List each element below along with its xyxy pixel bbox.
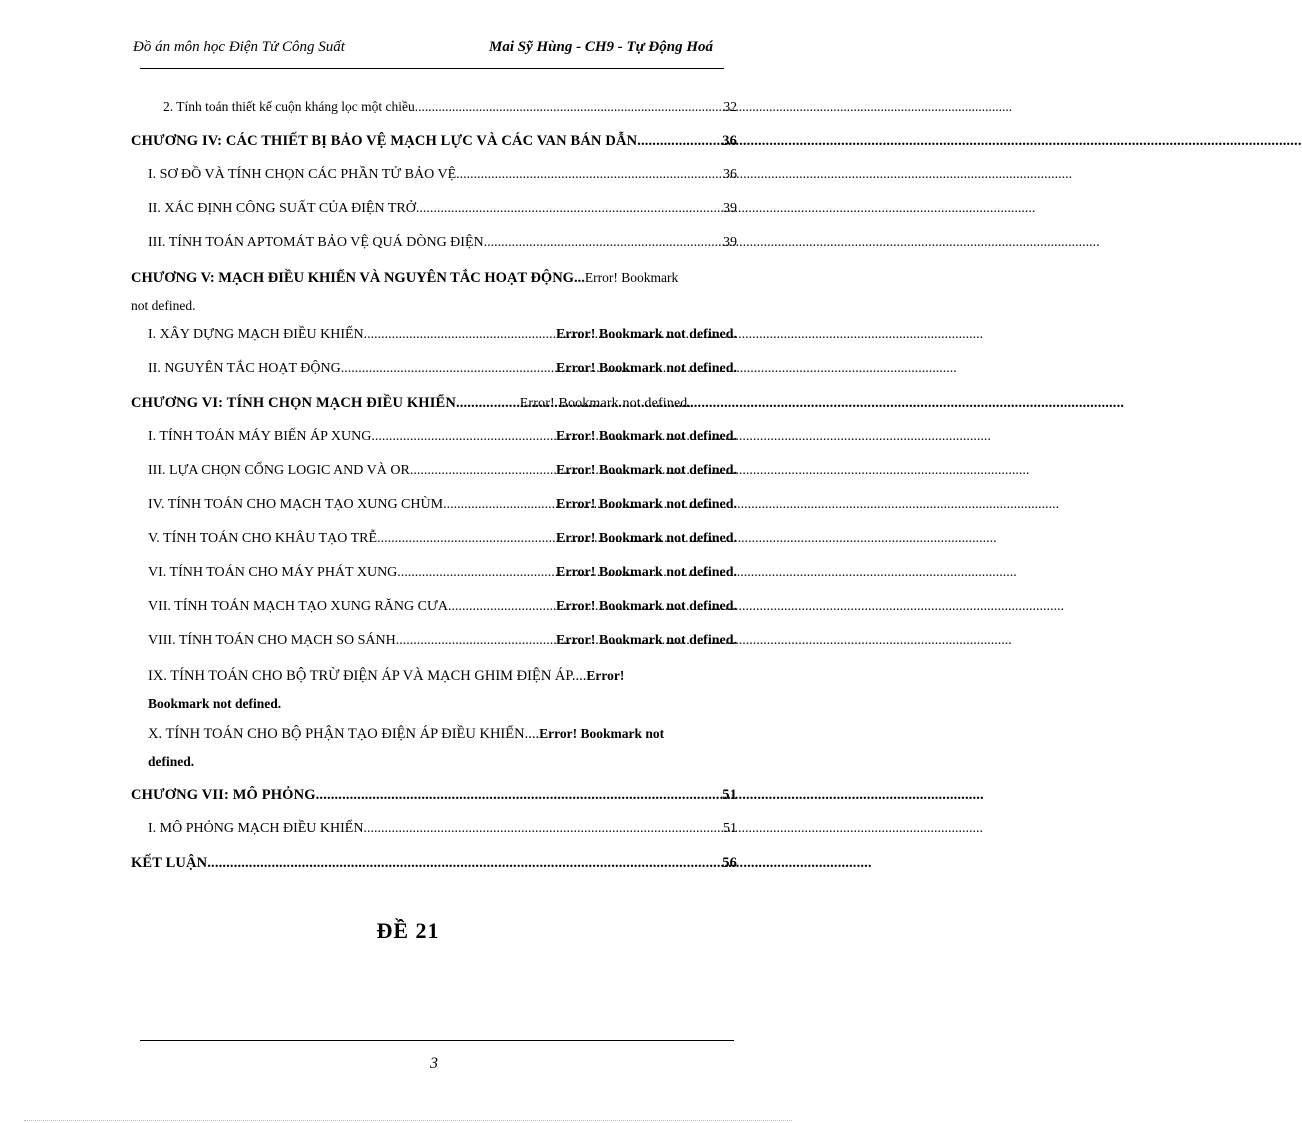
footer-rule — [140, 1040, 734, 1041]
toc-leader: .... — [571, 668, 587, 684]
toc-entry[interactable] — [131, 424, 737, 458]
toc-page: 39 — [723, 201, 737, 216]
toc-error: Error! Bookmark not defined. — [556, 429, 737, 444]
toc-entry-text: I. TÍNH TOÁN MÁY BIẾN ÁP XUNG. — [148, 429, 375, 444]
toc-entry-text: VIII. TÍNH TOÁN CHO MẠCH SO SÁNH — [148, 633, 396, 648]
toc-chapter[interactable] — [131, 782, 737, 816]
toc-entry-text: I. MÔ PHỎNG MẠCH ĐIỀU KHIỂN. — [148, 821, 367, 836]
toc-entry-text: VII. TÍNH TOÁN MẠCH TẠO XUNG RĂNG CƯA — [148, 599, 448, 614]
toc-entry-text: V. TÍNH TOÁN CHO KHÂU TẠO TRỄ. — [148, 531, 381, 546]
toc-leader — [396, 628, 556, 654]
toc-entry-text: III. LỰA CHỌN CỔNG LOGIC AND VÀ OR. — [148, 463, 414, 478]
toc-chapter[interactable] — [131, 850, 737, 884]
toc-entry[interactable] — [131, 720, 737, 782]
toc-entry-text: X. TÍNH TOÁN CHO BỘ PHẬN TẠO ĐIỆN ÁP ĐIỀU KHIỂN — [148, 726, 525, 742]
toc-page: 36 — [723, 167, 737, 182]
toc-error: Error! — [586, 668, 625, 683]
toc-error: Error! Bookmark — [584, 270, 679, 285]
toc-leader — [401, 560, 556, 586]
toc-leader: .... — [524, 726, 540, 742]
toc-entry-text: CHƯƠNG IV: CÁC THIẾT BỊ BẢO VỆ MẠCH LỰC VÀ CÁC VAN BÁN DẪN — [131, 133, 638, 149]
toc-page: 56 — [722, 855, 737, 871]
toc-page: 36 — [722, 133, 737, 149]
toc-entry-text: VI. TÍNH TOÁN CHO MÁY PHÁT XUNG. — [148, 565, 401, 580]
toc-entry[interactable] — [131, 162, 737, 196]
toc-entry[interactable] — [131, 356, 737, 390]
toc-entry[interactable] — [131, 560, 737, 594]
toc-page: 51 — [723, 821, 737, 836]
toc-leader — [448, 594, 556, 620]
toc-leader — [319, 782, 722, 808]
toc-page: 51 — [722, 787, 737, 803]
toc-entry[interactable] — [131, 492, 737, 526]
toc-leader — [637, 128, 722, 154]
toc-leader — [443, 492, 556, 518]
page-number: 3 — [430, 1055, 438, 1072]
toc-leader: ... — [573, 270, 585, 286]
toc-page: 32 — [723, 99, 737, 114]
toc-entry[interactable] — [131, 458, 737, 492]
header-title: Đồ án môn học Điện Tử Công Suất — [133, 39, 345, 55]
toc-entry[interactable] — [131, 594, 737, 628]
toc-leader — [460, 390, 520, 416]
toc-leader — [367, 322, 556, 348]
toc-leader — [207, 850, 722, 876]
toc-entry-text: IX. TÍNH TOÁN CHO BỘ TRỪ ĐIỆN ÁP VÀ MẠCH GHIM ĐIỆN ÁP — [148, 668, 572, 684]
toc-error-continued: not defined. — [131, 298, 196, 313]
toc-entry[interactable] — [131, 94, 737, 128]
toc-leader — [456, 162, 723, 188]
toc-error: Error! Bookmark not defined. — [556, 531, 737, 546]
toc-chapter[interactable] — [131, 264, 737, 322]
toc-entry[interactable] — [131, 230, 737, 264]
toc-error: Error! Bookmark not defined. — [556, 633, 737, 648]
section-title: ĐỀ 21 — [376, 918, 440, 943]
toc-entry-text: CHƯƠNG V: MẠCH ĐIỀU KHIỂN VÀ NGUYÊN TẮC HOẠT ĐỘNG — [131, 270, 574, 286]
toc-leader — [375, 424, 556, 450]
toc-error: Error! Bookmark not defined. — [556, 361, 737, 376]
toc-entry[interactable] — [131, 322, 737, 356]
toc-error: Error! Bookmark not defined. — [556, 497, 737, 512]
toc-leader — [413, 458, 556, 484]
toc-error-continued: defined. — [148, 754, 195, 769]
toc-entry-text: I. XÂY DỰNG MẠCH ĐIỀU KHIỂN. — [148, 327, 368, 342]
toc-leader — [419, 196, 723, 222]
toc-entry-text: 2. Tính toán thiết kế cuộn kháng lọc một chiều. — [163, 99, 419, 114]
toc-entry[interactable] — [131, 662, 737, 720]
toc-entry-text: CHƯƠNG VI: TÍNH CHỌN MẠCH ĐIỀU KHIỂN. — [131, 395, 460, 411]
toc-entry-text: II. XÁC ĐỊNH CÔNG SUẤT CỦA ĐIỆN TRỞ. — [148, 201, 420, 216]
toc-entry[interactable] — [131, 816, 737, 850]
toc-chapter[interactable] — [131, 390, 737, 424]
toc-entry[interactable] — [131, 196, 737, 230]
toc-error: Error! Bookmark not defined. — [556, 463, 737, 478]
toc-error-continued: Bookmark not defined. — [148, 696, 282, 711]
page-edge — [24, 1120, 792, 1121]
toc-entry[interactable] — [131, 628, 737, 662]
toc-entry-text: III. TÍNH TOÁN APTOMÁT BẢO VỆ QUÁ DÒNG ĐIỆN — [148, 235, 484, 250]
toc-error: Error! Bookmark not defined. — [556, 327, 737, 342]
header-author: Mai Sỹ Hùng - CH9 - Tự Động Hoá — [489, 39, 714, 55]
toc-chapter[interactable] — [131, 128, 737, 162]
toc-page: 39 — [723, 235, 737, 250]
table-of-contents — [131, 94, 737, 884]
toc-leader — [418, 94, 723, 120]
toc-entry-text: KẾT LUẬN — [131, 855, 208, 871]
toc-error: Error! Bookmark not defined. — [519, 396, 692, 411]
toc-leader — [381, 526, 556, 552]
toc-leader — [484, 230, 723, 256]
toc-entry[interactable] — [131, 526, 737, 560]
toc-error: Error! Bookmark not — [539, 726, 665, 741]
toc-entry-text: II. NGUYÊN TẮC HOẠT ĐỘNG — [148, 361, 341, 376]
toc-leader — [341, 356, 556, 382]
toc-error: Error! Bookmark not defined. — [556, 599, 737, 614]
toc-error: Error! Bookmark not defined. — [556, 565, 737, 580]
toc-entry-text: I. SƠ ĐỒ VÀ TÍNH CHỌN CÁC PHẦN TỬ BẢO VỆ — [148, 167, 457, 182]
toc-leader — [367, 816, 723, 842]
toc-entry-text: CHƯƠNG VII: MÔ PHỎNG. — [131, 787, 320, 803]
toc-entry-text: IV. TÍNH TOÁN CHO MẠCH TẠO XUNG CHÙM — [148, 497, 444, 512]
header-rule — [140, 68, 724, 69]
